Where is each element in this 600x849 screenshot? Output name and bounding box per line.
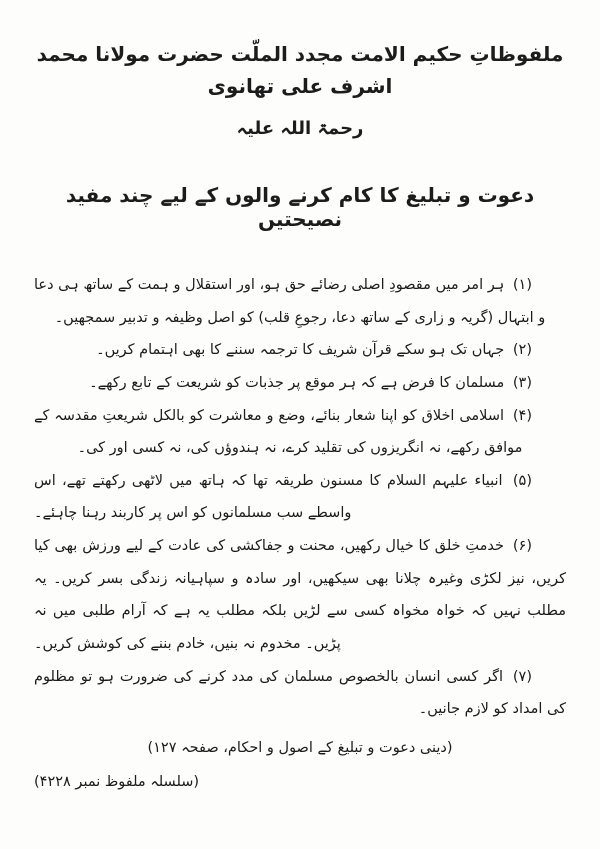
honorific-line: رحمۃ اللہ علیہ [236,118,364,139]
point-text: اسلامی اخلاق کو اپنا شعار بنائے، وضع و معاشرت کو بالکل شریعتِ مقدسہ کے موافق رکھے، نہ انگریزوں کی تقلید کرے، نہ ہندوؤں کی، نہ کسی اور کی۔ [34,407,523,457]
source-reference: (دینی دعوت و تبلیغ کے اصول و احکام، صفحہ ۱۲۷) [147,739,453,756]
advice-point-3 [34,367,566,400]
point-number: (۲) [512,342,532,359]
advice-point-4 [34,400,566,465]
advice-point-1 [34,269,566,334]
advice-point-6 [34,530,566,661]
point-text: ہر امر میں مقصودِ اصلی رضائے حق ہو، اور استقلال و ہمت کے ساتھ ہی دعا و ابتہال (گریہ و زاری کے ساتھ دعا، رجوعِ قلب) کو اصل وظیفہ و تدبیر سمجھیں۔ [34,277,546,326]
point-number: (۱) [512,277,533,293]
chapter-heading: دعوت و تبلیغ کا کام کرنے والوں کے لیے چند مفید نصیحتیں [65,183,535,231]
point-text: مسلمان کا فرض ہے کہ ہر موقع پر جذبات کو شریعت کے تابع رکھے۔ [89,374,505,391]
point-text: جہاں تک ہو سکے قرآن شریف کا ترجمہ سننے کا بھی اہتمام کریں۔ [96,342,505,359]
point-number: (۷) [512,668,533,685]
point-number: (۳) [512,374,532,391]
advice-point-2 [34,334,566,367]
advice-list [34,269,566,726]
point-number: (۴) [512,407,533,424]
point-number: (۵) [512,472,533,489]
point-number: (۶) [512,538,533,554]
point-text: اگر کسی انسان بالخصوص مسلمان کی مدد کرنے کی ضرورت ہو تو مظلوم کی امداد کو لازم جانیں۔ [34,668,566,718]
book-title: ملفوظاتِ حکیم الامت مجدد الملّت حضرت مولانا محمد اشرف علی تھانوی [36,42,564,98]
point-text: خدمتِ خلق کا خیال رکھیں، محنت و جفاکشی کی عادت کے لیے ورزش بھی کیا کریں، نیز لکڑی وغیرہ چلانا بھی سیکھیں، اور سادہ و سپاہیانہ زندگی بسر کریں۔ یہ مطلب نہیں کہ خواہ مخواہ کسی سے لڑیں بلکہ مطلب یہ ہے کہ آرام طلبی میں نہ پڑیں۔ مخدوم نہ بنیں، خادم بننے کی کوشش کریں۔ [34,538,566,652]
advice-point-7 [34,661,566,726]
advice-point-5 [34,465,566,530]
series-number-note: (سلسلہ ملفوظ نمبر ۴۲۲۸) [34,773,200,790]
point-text: انبیاء علیہم السلام کا مسنون طریقہ تھا کہ ہاتھ میں لاٹھی رکھتے تھے، اس واسطے سب مسلمانوں کو اس پر کاربند رہنا چاہئے۔ [34,472,503,522]
